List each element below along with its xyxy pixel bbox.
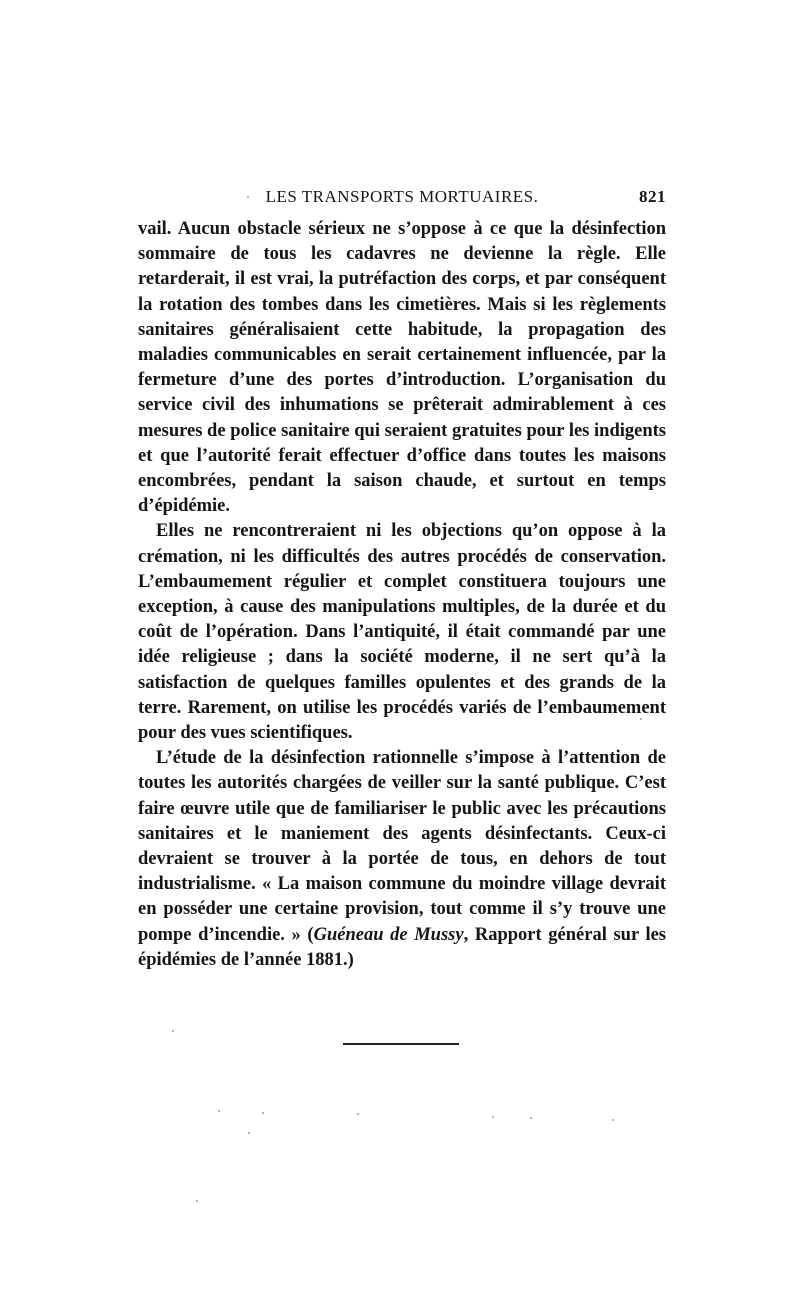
scan-speck (196, 1200, 198, 1202)
scan-speck (218, 1110, 220, 1112)
running-head (138, 187, 666, 213)
end-rule (343, 1043, 459, 1045)
scan-speck (640, 718, 642, 720)
paragraph-2-text: Elles ne rencontreraient ni les objections qu’on oppose à la crémation, ni les difficultés des autres procédés de conservation. L’embaumement régulier et complet constituera toujours une exception, à cause des manipulations multiples, de la durée et du coût de l’opération. Dans l’antiquité, il était commandé par une idée religieuse ; dans la société moderne, il ne sert qu’à la satisfaction de quelques familles opulentes et des grands de la terre. Rarement, on utilise les procédés variés de l’embaumement pour des vues scientifiques. (138, 521, 666, 744)
paragraph-3 (138, 746, 666, 973)
paragraph-3-text-end: , Rapport général sur les épidémies de l’année 1881.) (138, 924, 666, 970)
citation-author: Guéneau de Mussy (313, 924, 464, 945)
paragraph-2 (138, 519, 666, 746)
paragraph-1-text: vail. Aucun obstacle sérieux ne s’oppose à ce que la désinfection sommaire de tous les cadavres ne devienne la règle. Elle retarderait, il est vrai, la putréfaction des corps, et par conséquent la rotation des tombes dans les cimetières. Mais si les règlements sanitaires généralisaient cette habitude, la propagation des maladies communicables en serait certainement influencée, par la fermeture d’une des portes d’introduction. L’organisation du service civil des inhumations se prêterait admirablement à ces mesures de police sanitaire qui seraient gratuites pour les indigents et que l’autorité ferait effectuer d’office dans toutes les maisons encombrées, pendant la saison chaude, et surtout en temps d’épidémie. (138, 219, 666, 517)
scan-speck (247, 196, 249, 198)
scan-speck (492, 1116, 494, 1118)
scan-speck (248, 1132, 250, 1134)
page-number: 821 (639, 187, 666, 206)
body-text (138, 217, 666, 973)
scan-speck (262, 1112, 264, 1114)
running-title: LES TRANSPORTS MORTUAIRES. (265, 187, 539, 206)
scan-speck (530, 1117, 532, 1119)
scan-speck (612, 1119, 614, 1121)
paragraph-1 (138, 217, 666, 519)
paragraph-3-text: L’étude de la désinfection rationnelle s’impose à l’attention de toutes les autorités chargées de veiller sur la santé publique. C’est faire œuvre utile que de familiariser le public avec les précautions sanitaires et le maniement des agents désinfectants. Ceux-ci devraient se trouver à la portée de tous, en dehors de tout industrialisme. « La maison commune du moindre village devrait en posséder une certaine provision, tout comme il s’y trouve une pompe d’incendie. » ( (138, 748, 666, 945)
scan-speck (357, 1113, 359, 1115)
scan-speck (172, 1030, 174, 1032)
